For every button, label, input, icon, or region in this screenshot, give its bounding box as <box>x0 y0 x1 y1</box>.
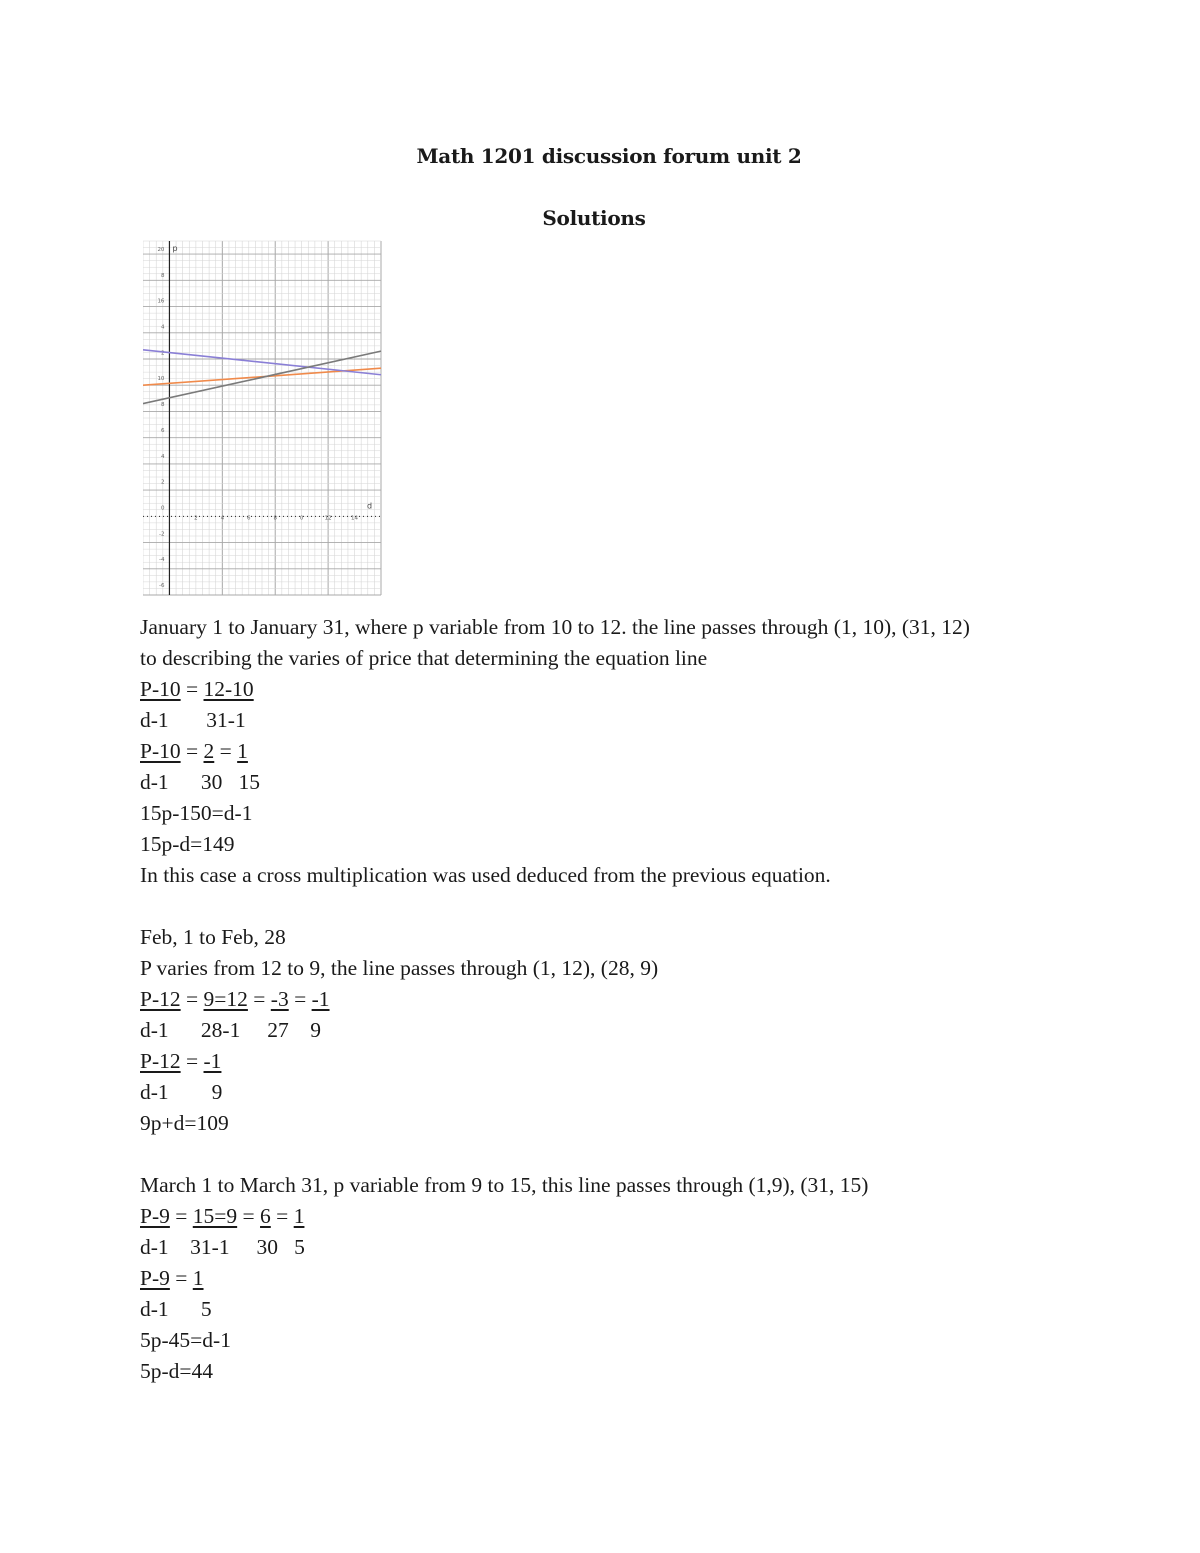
y-tick-label: 2 <box>160 350 165 357</box>
march-equation-2-denominators: d-1 5 <box>140 1297 212 1321</box>
january-step-1: 15p-150=d-1 <box>140 801 253 825</box>
equation-term: P-10 <box>140 677 181 701</box>
february-step-1: 9p+d=109 <box>140 1111 229 1135</box>
equation-term: 1 <box>237 739 248 763</box>
equation-separator: = <box>180 739 204 763</box>
equation-term: P-9 <box>140 1204 170 1228</box>
y-tick-label: 8 <box>160 402 165 409</box>
march-step-1: 5p-45=d-1 <box>140 1328 231 1352</box>
january-equation-1 <box>140 674 1120 705</box>
equation-separator: = <box>180 677 204 701</box>
january-equation-2 <box>140 736 1120 767</box>
march-equation-1-denominators: d-1 31-1 30 5 <box>140 1235 305 1259</box>
equation-separator: = <box>169 1204 193 1228</box>
solution-body <box>140 612 1120 1387</box>
equation-term: -3 <box>270 987 289 1011</box>
y-tick-label: 8 <box>160 272 165 279</box>
x-tick-label: 14 <box>351 515 359 522</box>
february-equation-1-denominators: d-1 28-1 27 9 <box>140 1018 321 1042</box>
y-tick-label: 4 <box>160 324 165 331</box>
y-tick-label: -2 <box>158 531 165 538</box>
y-tick-label: 10 <box>157 376 165 383</box>
february-equation-2-denominators: d-1 9 <box>140 1080 223 1104</box>
x-tick-label: 8 <box>273 515 277 522</box>
x-tick-label: 4 <box>220 515 225 522</box>
equation-separator: = <box>214 739 238 763</box>
january-intro-line-2: to describing the varies of price that determining the equation line <box>140 646 708 670</box>
january-equation-2-denominators: d-1 30 15 <box>140 770 261 794</box>
spacer <box>140 1139 1120 1170</box>
equation-term: P-10 <box>140 739 181 763</box>
x-tick-label: 12 <box>324 515 332 522</box>
graph-tick-labels <box>157 244 372 589</box>
equation-separator: = <box>270 1204 294 1228</box>
graph-grid <box>143 241 381 595</box>
y-axis-label: p <box>172 244 178 253</box>
february-intro-line-1: Feb, 1 to Feb, 28 <box>140 925 286 949</box>
spacer <box>140 891 1120 922</box>
equation-term: 1 <box>293 1204 305 1228</box>
y-tick-label: 20 <box>157 247 165 253</box>
equation-term: -1 <box>203 1049 222 1073</box>
price-graph <box>143 237 383 597</box>
march-intro-line-1: March 1 to March 31, p variable from 9 to 15, this line passes through (1,9), (31, 15) <box>140 1173 869 1197</box>
equation-separator: = <box>288 987 312 1011</box>
equation-separator: = <box>247 987 271 1011</box>
equation-term: 12-10 <box>203 677 254 701</box>
equation-term: P-9 <box>140 1266 170 1290</box>
february-equation-2 <box>140 1046 1120 1077</box>
equation-term: -1 <box>311 987 330 1011</box>
y-tick-label: 4 <box>160 453 165 460</box>
march-equation-1 <box>140 1201 1120 1232</box>
y-tick-label: -6 <box>158 583 165 589</box>
february-intro-line-2: P varies from 12 to 9, the line passes through (1, 12), (28, 9) <box>140 956 659 980</box>
y-tick-label: 16 <box>157 298 165 305</box>
document-title: Math 1201 discussion forum unit 2 <box>416 144 802 168</box>
x-tick-label: 2 <box>194 515 198 522</box>
equation-separator: = <box>180 987 204 1011</box>
x-axis-label: d <box>367 501 373 511</box>
january-equation-1-denominators: d-1 31-1 <box>140 708 246 732</box>
equation-term: 15=9 <box>192 1204 238 1228</box>
march-equation-2 <box>140 1263 1120 1294</box>
equation-term: 6 <box>260 1204 271 1228</box>
equation-separator: = <box>169 1266 193 1290</box>
equation-term: 2 <box>203 739 215 763</box>
equation-term: P-12 <box>140 987 181 1011</box>
x-tick-label: 6 <box>247 515 251 522</box>
y-tick-label: 2 <box>160 479 165 486</box>
february-equation-1 <box>140 984 1120 1015</box>
equation-term: 9=12 <box>203 987 248 1011</box>
january-intro-line-1: January 1 to January 31, where p variable from 10 to 12. the line passes through (1, 10), (31, 12) <box>140 615 970 639</box>
document-subtitle: Solutions <box>542 206 646 230</box>
equation-term: 1 <box>192 1266 204 1290</box>
equation-term: P-12 <box>140 1049 181 1073</box>
x-tick-label: 0 <box>299 515 304 522</box>
march-step-2: 5p-d=44 <box>140 1359 214 1383</box>
equation-separator: = <box>180 1049 204 1073</box>
january-note: In this case a cross multiplication was used deduced from the previous equation. <box>140 863 831 887</box>
price-graph-svg <box>143 237 383 597</box>
y-tick-label: 0 <box>160 505 165 512</box>
equation-separator: = <box>237 1204 261 1228</box>
y-tick-label: -4 <box>158 557 165 564</box>
y-tick-label: 6 <box>160 427 165 434</box>
january-step-2: 15p-d=149 <box>140 832 235 856</box>
